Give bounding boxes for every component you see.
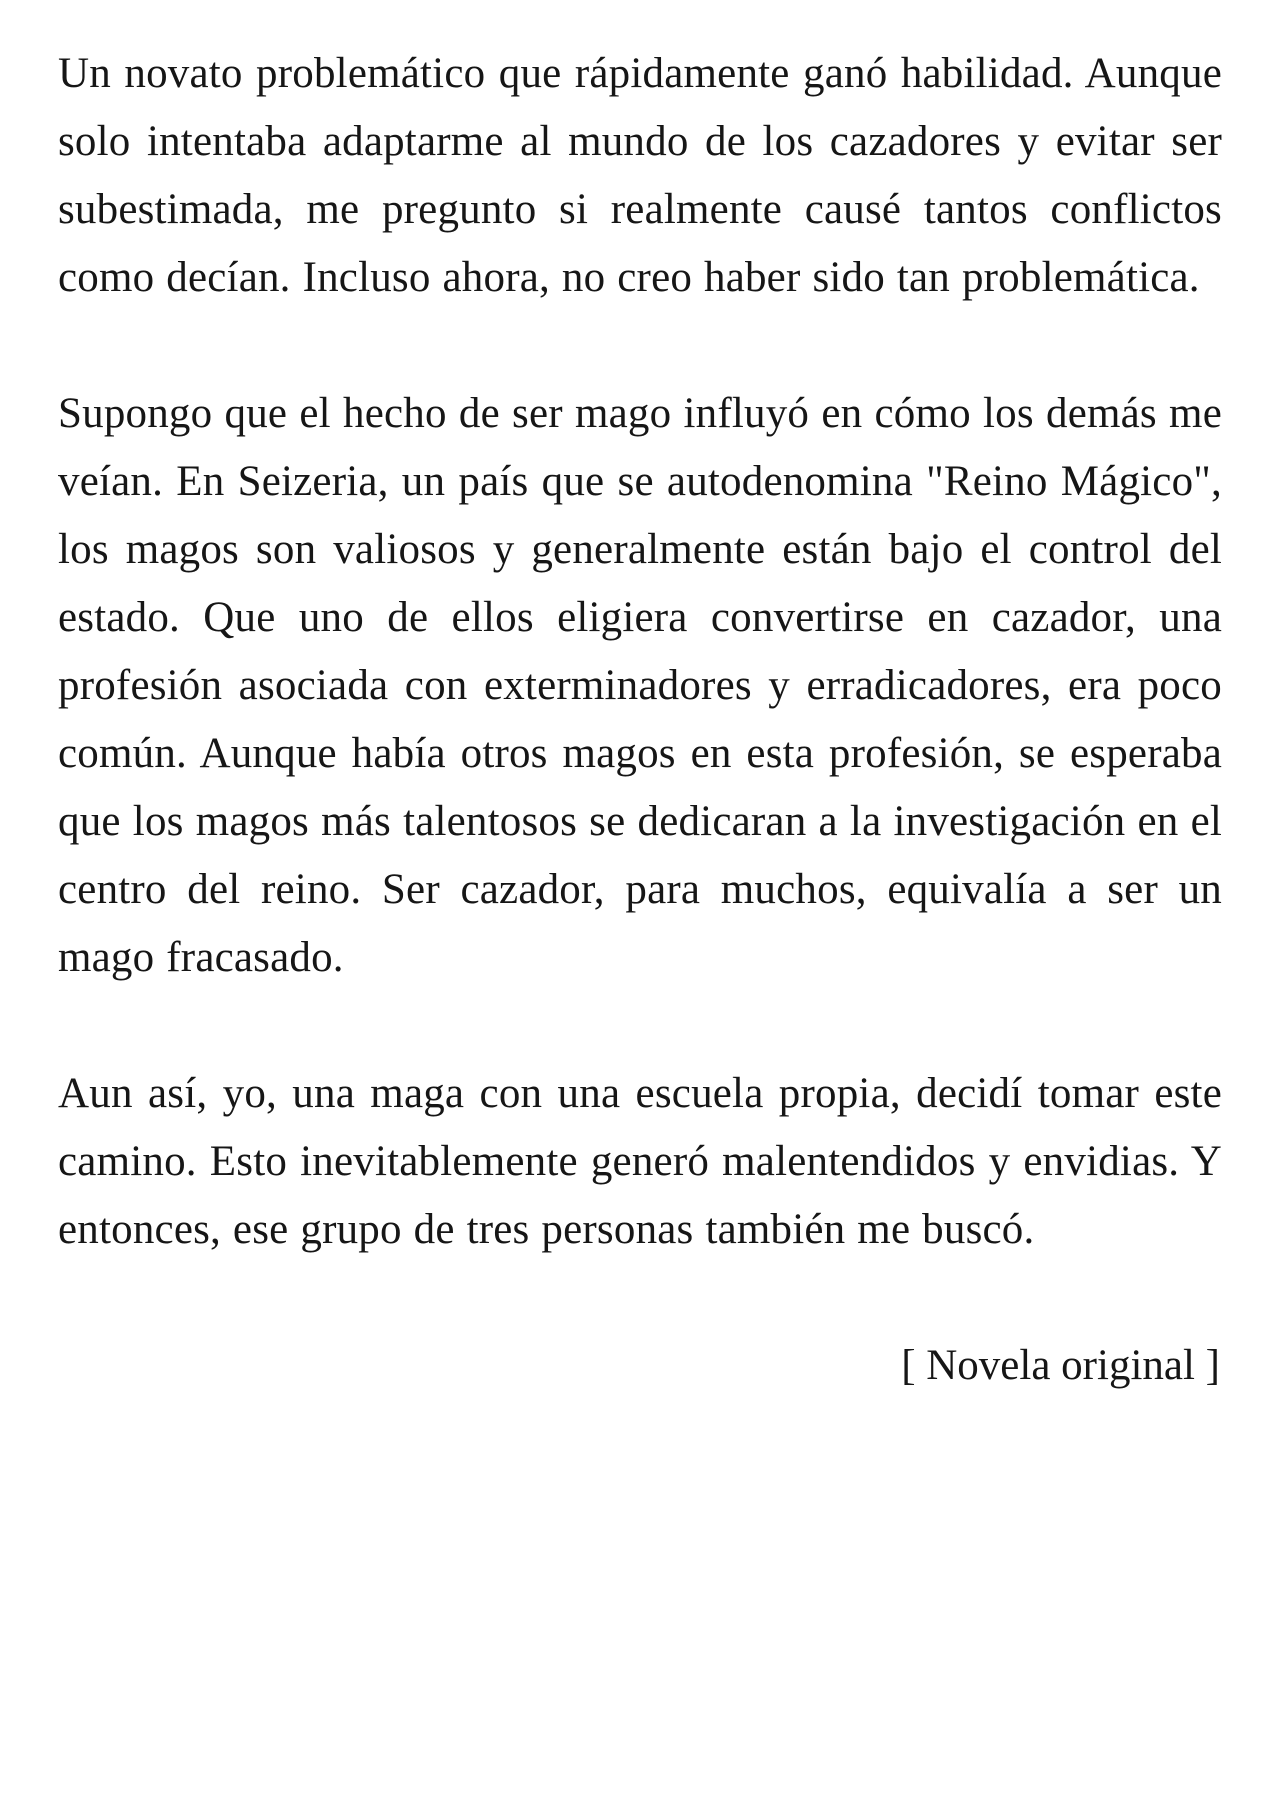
paragraph-1: Un novato problemático que rápidamente ganó habilidad. Aunque solo intentaba adaptarme al mundo de los cazadores y evitar ser subestimada, me pregunto si realmente causé tantos conflictos como decían. Incluso ahora, no creo haber sido tan problemática. <box>58 50 1222 301</box>
paragraph-2: Supongo que el hecho de ser mago influyó en cómo los demás me veían. En Seizeria, un país que se autodenomina "Reino Mágico", los magos son valiosos y generalmente están bajo el control del estado. Que uno de ellos eligiera convertirse en cazador, una profesión asociada con exterminadores y erradicadores, era poco común. Aunque había otros magos en esta profesión, se esperaba que los magos más talentosos se dedicaran a la investigación en el centro del reino. Ser cazador, para muchos, equivalía a ser un mago fracasado. <box>58 390 1222 981</box>
source-attribution: [ Novela original ] <box>901 1342 1220 1389</box>
paragraph-3: Aun así, yo, una maga con una escuela propia, decidí tomar este camino. Esto inevitablemente generó malentendidos y envidias. Y entonces, ese grupo de tres personas también me buscó. <box>58 1070 1222 1253</box>
